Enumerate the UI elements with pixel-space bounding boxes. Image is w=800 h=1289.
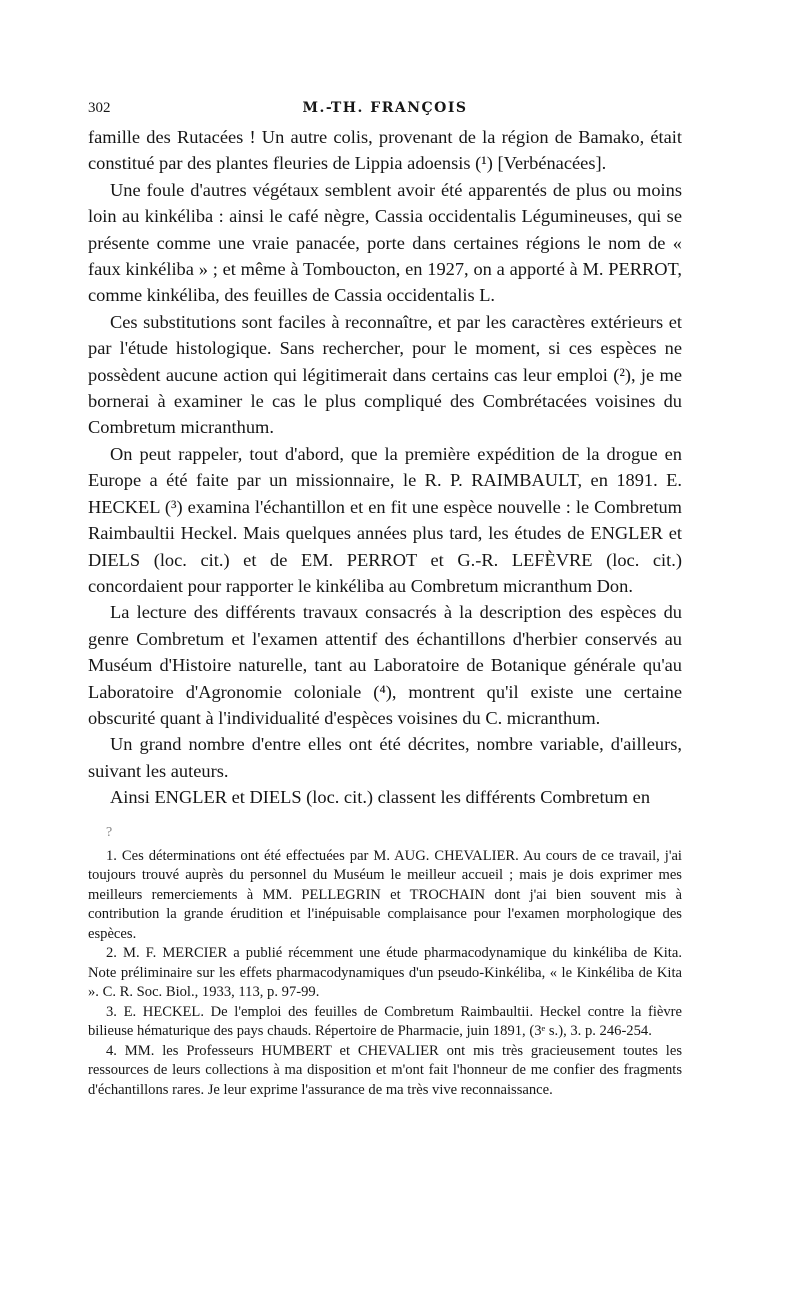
paragraph: Ainsi ENGLER et DIELS (loc. cit.) classent les différents Combretum en — [110, 787, 651, 808]
paragraph: Ces substitutions sont faciles à reconnaître, et par les caractères extérieurs et par l'étude histologique. Sans rechercher, pour le moment, si ces espèces ne possèdent aucune action qui légitimerait dans certains cas leur emploi (²), je me bornerai à examiner le cas le plus compliqué des Combrétacées voisines du Combretum micranthum. — [88, 311, 682, 438]
footnote: 2. M. F. MERCIER a publié récemment une étude pharmacodynamique du kinkéliba de Kita. Note préliminaire sur les effets pharmacodynamiques d'un pseudo-Kinkéliba, « le Kinkéliba de Kita ». C. R. Soc. Biol., 1933, 113, p. 97-99. — [88, 945, 682, 1001]
stray-mark: ? — [106, 824, 113, 840]
page-header — [88, 100, 682, 124]
document-page — [88, 100, 682, 1100]
paragraph: Un grand nombre d'entre elles ont été décrites, nombre variable, d'ailleurs, suivant les auteurs. — [88, 734, 682, 781]
footnote: 1. Ces déterminations ont été effectuées par M. AUG. CHEVALIER. Au cours de ce travail, j'ai toujours trouvé auprès du personnel du Muséum le meilleur accueil ; mais je dois exprimer mes meilleurs remerciements à MM. PELLEGRIN et TROCHAIN dont j'ai bien souvent mis à contribution la grande érudition et l'inépuisable complaisance pour l'examen morphologique des espèces. — [88, 847, 682, 942]
paragraph: famille des Rutacées ! Un autre colis, provenant de la région de Bamako, était constitué par des plantes fleuries de Lippia adoensis (¹) [Verbénacées]. — [88, 127, 682, 174]
footnote: 4. MM. les Professeurs HUMBERT et CHEVALIER ont mis très gracieusement toutes les ressources de leurs collections à ma disposition et m'ont fait l'honneur de me confier des fragments d'échantillons rares. Je leur exprime l'assurance de ma très vive reconnaissance. — [88, 1042, 682, 1098]
body-text — [88, 124, 682, 811]
paragraph: On peut rappeler, tout d'abord, que la première expédition de la drogue en Europe a été faite par un missionnaire, le R. P. RAIMBAULT, en 1891. E. HECKEL (³) examina l'échantillon et en fit une espèce nouvelle : le Combretum Raimbaultii Heckel. Mais quelques années plus tard, les études de ENGLER et DIELS (loc. cit.) et de EM. PERROT et G.-R. LEFÈVRE (loc. cit.) concordaient pour rapporter le kinkéliba au Combretum micranthum Don. — [88, 443, 682, 596]
running-title: M.-TH. FRANÇOIS — [302, 100, 468, 116]
footnotes — [88, 847, 682, 1101]
footnote: 3. E. HECKEL. De l'emploi des feuilles de Combretum Raimbaultii. Heckel contre la fièvre bilieuse hématurique des pays chauds. Répertoire de Pharmacie, juin 1891, (3ᵉ s.), 3. p. 246-254. — [88, 1003, 682, 1040]
paragraph: Une foule d'autres végétaux semblent avoir été apparentés de plus ou moins loin au kinkéliba : ainsi le café nègre, Cassia occidentalis Légumineuses, qui se présente comme une vraie panacée, porte dans certaines régions le nom de « faux kinkéliba » ; et même à Tomboucton, en 1927, on a apporté à M. PERROT, comme kinkéliba, des feuilles de Cassia occidentalis L. — [88, 179, 682, 306]
paragraph: La lecture des différents travaux consacrés à la description des espèces du genre Combretum et l'examen attentif des échantillons d'herbier conservés au Muséum d'Histoire naturelle, tant au Laboratoire de Botanique générale qu'au Laboratoire d'Agronomie coloniale (⁴), montrent qu'il existe une certaine obscurité quant à l'individualité d'espèces voisines du C. micranthum. — [88, 602, 682, 728]
page-number: 302 — [88, 100, 111, 116]
